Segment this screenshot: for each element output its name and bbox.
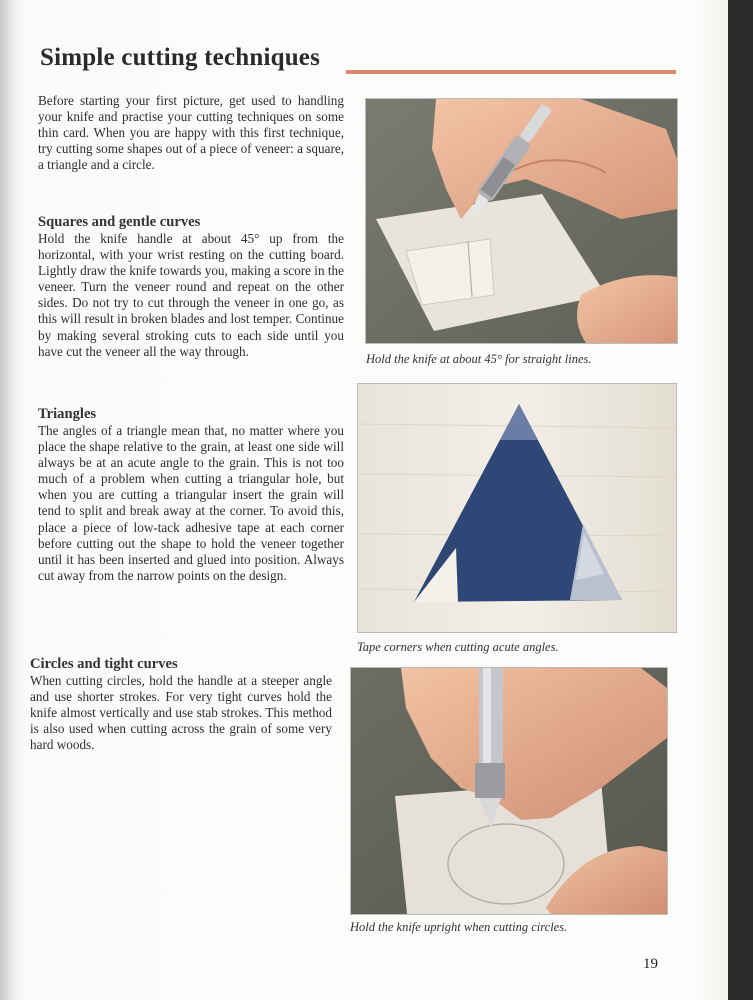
- photo-knife-upright-circle: [350, 667, 668, 915]
- section-triangles: [38, 406, 344, 584]
- section-body-triangles: The angles of a triangle mean that, no matter where you place the shape relative to the grain, at least one side will always be at an acute angle to the grain. This is not too much of a problem when cutting a triangular hole, but when you are cutting a triangular insert the grain will tend to split and break away at the corner. To avoid this, place a piece of low-tack adhesive tape at each corner before cutting out the shape to hold the veneer together until it has been inserted and glued into position. Always cut away from the narrow points on the design.: [38, 423, 344, 583]
- photo-knife-45-degrees: [365, 98, 678, 344]
- intro-text: Before starting your first picture, get used to handling your knife and practise your cutting techniques on some thin card. When you are happy with this first technique, try cutting some shapes out of a piece of veneer: a square, a triangle and a circle.: [38, 93, 344, 173]
- section-squares: [38, 214, 344, 360]
- photo-triangle-taped-corners: [357, 383, 677, 633]
- caption-circle: Hold the knife upright when cutting circles.: [350, 920, 568, 934]
- section-circles: [30, 656, 332, 753]
- section-body-squares: Hold the knife handle at about 45° up from the horizontal, with your wrist resting on the cutting board. Lightly draw the knife towards you, making a score in the veneer. Turn the veneer round and repeat on the other sides. Do not try to cut through the veneer in one go, as this will result in broken blades and lost temper. Continue by making several stroking cuts to each side until you have cut the veneer all the way through.: [38, 231, 344, 359]
- page-number: 19: [643, 956, 658, 972]
- caption-triangle: Tape corners when cutting acute angles.: [357, 640, 559, 654]
- page-title: Simple cutting techniques: [40, 44, 321, 71]
- knife-45-illustration: [366, 99, 677, 343]
- title-rule: [346, 70, 676, 74]
- triangle-illustration: [358, 384, 676, 632]
- section-heading-triangles: Triangles: [38, 406, 97, 422]
- caption-knife-45: Hold the knife at about 45° for straight lines.: [366, 352, 592, 366]
- section-heading-squares: Squares and gentle curves: [38, 214, 201, 230]
- intro-paragraph: [38, 93, 344, 173]
- circle-cut-illustration: [351, 668, 667, 914]
- section-body-circles: When cutting circles, hold the handle at a steeper angle and use shorter strokes. For very tight curves hold the knife almost vertically and use stab strokes. This method is also used when cutting across the grain of some very hard woods.: [30, 673, 332, 753]
- section-heading-circles: Circles and tight curves: [30, 656, 178, 672]
